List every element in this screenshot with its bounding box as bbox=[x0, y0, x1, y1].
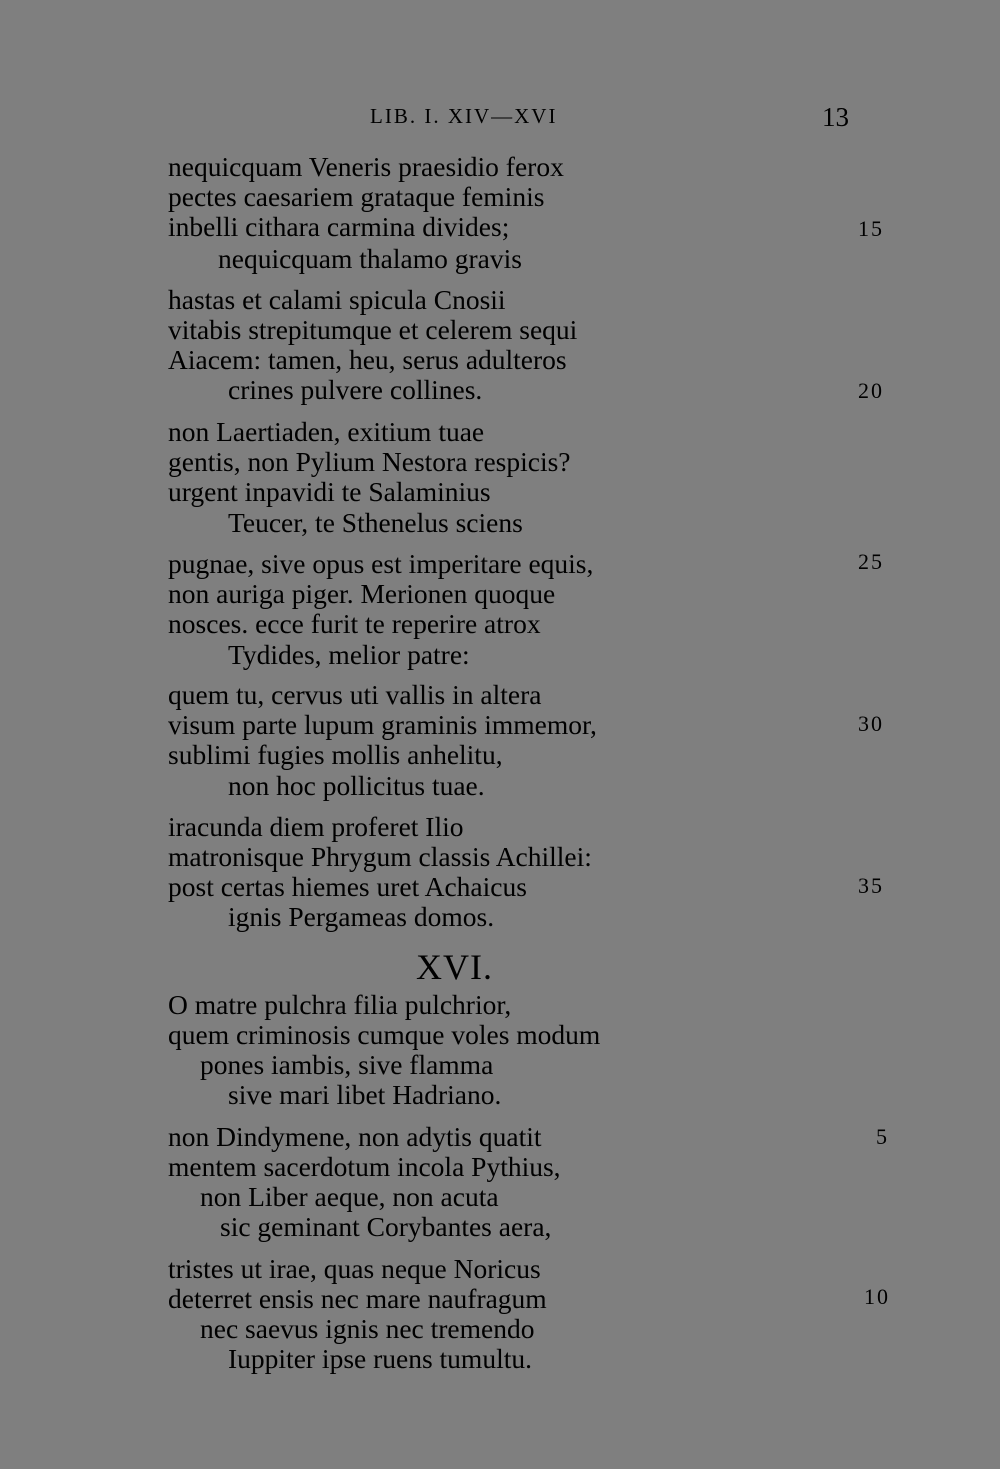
verse-line: tristes ut irae, quas neque Noricus bbox=[168, 1253, 541, 1284]
verse-line: pugnae, sive opus est imperitare equis, bbox=[168, 548, 594, 579]
verse-line: vitabis strepitumque et celerem sequi bbox=[168, 314, 578, 345]
verse-line: mentem sacerdotum incola Pythius, bbox=[168, 1151, 561, 1182]
verse-line: sive mari libet Hadriano. bbox=[228, 1079, 502, 1110]
verse-line: matronisque Phrygum classis Achillei: bbox=[168, 841, 592, 872]
verse-line: deterret ensis nec mare naufragum bbox=[168, 1283, 547, 1314]
verse-line: O matre pulchra filia pulchrior, bbox=[168, 989, 512, 1020]
verse-line: pones iambis, sive flamma bbox=[200, 1049, 494, 1080]
verse-line: visum parte lupum graminis immemor, bbox=[168, 709, 597, 740]
line-number: 10 bbox=[864, 1284, 890, 1309]
verse-line: nequicquam Veneris praesidio ferox bbox=[168, 151, 564, 182]
verse-line: nec saevus ignis nec tremendo bbox=[200, 1313, 535, 1344]
verse-line: sublimi fugies mollis anhelitu, bbox=[168, 739, 503, 770]
line-number: 35 bbox=[858, 873, 884, 898]
verse-line: inbelli cithara carmina divides; bbox=[168, 211, 510, 242]
verse-line: urgent inpavidi te Salaminius bbox=[168, 476, 491, 507]
verse-line: Tydides, melior patre: bbox=[228, 639, 470, 670]
verse-line: gentis, non Pylium Nestora respicis? bbox=[168, 446, 571, 477]
verse-line: quem criminosis cumque voles modum bbox=[168, 1019, 601, 1050]
verse-line: nosces. ecce furit te reperire atrox bbox=[168, 608, 541, 639]
verse-line: sic geminant Corybantes aera, bbox=[220, 1211, 552, 1242]
verse-line: non Dindymene, non adytis quatit bbox=[168, 1121, 542, 1152]
verse-line: non Laertiaden, exitium tuae bbox=[168, 416, 485, 447]
verse-line: Aiacem: tamen, heu, serus adulteros bbox=[168, 344, 567, 375]
page-number: 13 bbox=[822, 102, 849, 132]
line-number: 20 bbox=[858, 378, 884, 403]
verse-line: pectes caesariem grataque feminis bbox=[168, 181, 545, 212]
verse-line: hastas et calami spicula Cnosii bbox=[168, 284, 506, 315]
verse-line: quem tu, cervus uti vallis in altera bbox=[168, 679, 542, 710]
line-number: 5 bbox=[876, 1124, 889, 1149]
verse-line: ignis Pergameas domos. bbox=[228, 901, 495, 932]
verse-line: iracunda diem proferet Ilio bbox=[168, 811, 464, 842]
verse-line: nequicquam thalamo gravis bbox=[218, 243, 522, 274]
verse-line: crines pulvere collines. bbox=[228, 374, 483, 405]
verse-line: non auriga piger. Merionen quoque bbox=[168, 578, 556, 609]
line-number: 30 bbox=[858, 711, 884, 736]
verse-line: Teucer, te Sthenelus sciens bbox=[228, 507, 523, 538]
ode-title: XVI. bbox=[416, 947, 493, 987]
verse-line: non hoc pollicitus tuae. bbox=[228, 770, 485, 801]
line-number: 25 bbox=[858, 549, 884, 574]
verse-line: Iuppiter ipse ruens tumultu. bbox=[228, 1343, 532, 1374]
verse-line: post certas hiemes uret Achaicus bbox=[168, 871, 527, 902]
verse-line: non Liber aeque, non acuta bbox=[200, 1181, 499, 1212]
line-number: 15 bbox=[858, 216, 884, 241]
running-head: LIB. I. XIV—XVI bbox=[370, 104, 558, 128]
